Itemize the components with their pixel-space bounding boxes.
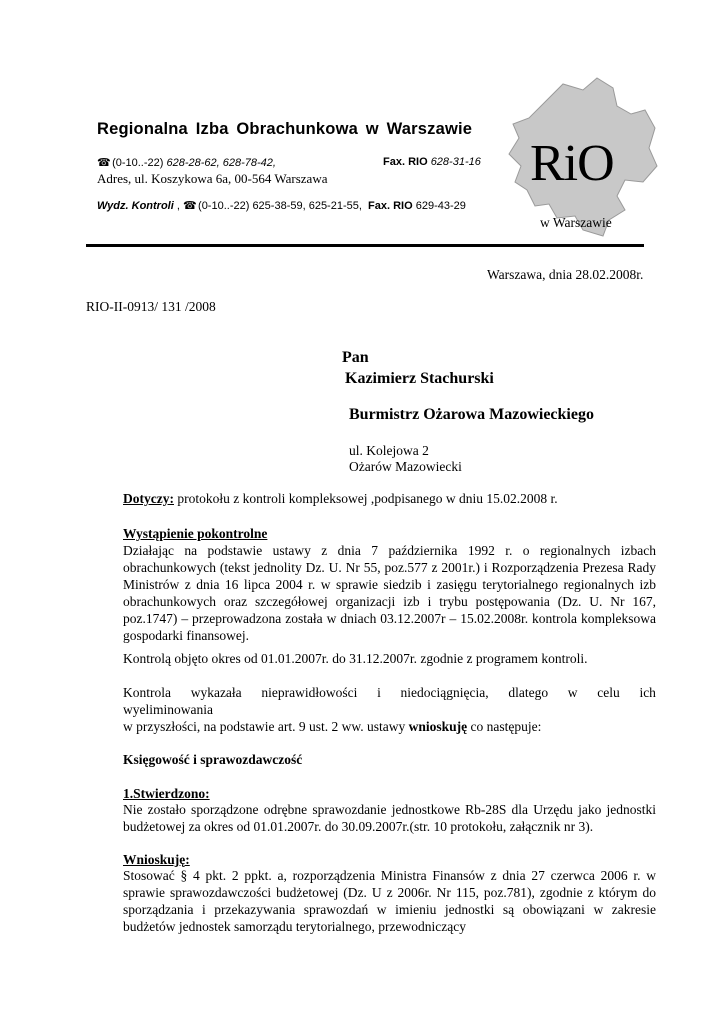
findings-keyword: wnioskuję bbox=[408, 719, 468, 734]
fax-label: Fax. RIO bbox=[383, 156, 428, 168]
recipient-salutation: Pan bbox=[342, 349, 369, 366]
point1-heading: 1.Stwierdzono: bbox=[123, 786, 210, 801]
findings-word: w bbox=[567, 685, 578, 700]
findings-word: celu bbox=[597, 685, 620, 700]
department-fax-label: Fax. RIO bbox=[368, 200, 413, 212]
section-heading: Wystąpienie pokontrolne bbox=[123, 526, 268, 541]
fax-line bbox=[383, 156, 481, 168]
telephone-icon: ☎ bbox=[182, 200, 197, 212]
reference-number: RIO-II-0913/ 131 /2008 bbox=[86, 299, 216, 314]
subject-label: Dotyczy: bbox=[123, 491, 174, 506]
findings-word: wykazała bbox=[190, 685, 242, 700]
phone-numbers: 628-28-62, 628-78-42, bbox=[166, 157, 276, 169]
findings-word: Kontrola bbox=[123, 685, 171, 700]
phone-line bbox=[97, 156, 276, 169]
findings-word: ich bbox=[639, 685, 656, 700]
findings-word: dlatego bbox=[508, 685, 549, 700]
findings-paragraph bbox=[123, 684, 656, 735]
office-address: Adres, ul. Koszykowa 6a, 00-564 Warszawa bbox=[97, 171, 328, 186]
findings-word: nieprawidłowości bbox=[261, 685, 358, 700]
recipient-city: Ożarów Mazowiecki bbox=[349, 459, 462, 474]
phone-prefix: (0-10..-22) bbox=[112, 157, 164, 169]
recipient-street: ul. Kolejowa 2 bbox=[349, 443, 429, 458]
point1-text: Nie zostało sporządzone odrębne sprawozdanie jednostkowe Rb-28S dla Urzędu jako jednostki budżetowej za okres od 01.01.2007r. do 30.09.2007r.(str. 10 protokołu, załącznik nr 3). bbox=[123, 802, 656, 834]
rio-logo-text: RiO bbox=[530, 135, 614, 192]
department-label: Wydz. Kontroli bbox=[97, 200, 174, 212]
subject-text: protokołu z kontroli kompleksowej ,podpisanego w dniu 15.02.2008 r. bbox=[173, 491, 558, 506]
findings-line-3 bbox=[123, 718, 656, 735]
request-heading: Wnioskuję: bbox=[123, 852, 190, 867]
fax-number: 628-31-16 bbox=[430, 156, 481, 168]
header-divider bbox=[86, 244, 644, 247]
findings-line-1 bbox=[123, 684, 656, 701]
letter-date: Warszawa, dnia 28.02.2008r. bbox=[487, 267, 644, 282]
scope-paragraph: Kontrolą objęto okres od 01.01.2007r. do 31.12.2007r. zgodnie z programem kontroli. bbox=[123, 651, 588, 666]
telephone-icon: ☎ bbox=[97, 157, 111, 169]
rio-logo-subtext: w Warszawie bbox=[540, 215, 612, 230]
findings-text-before: w przyszłości, na podstawie art. 9 ust. 2 ww. ustawy bbox=[123, 719, 409, 734]
request-text: Stosować § 4 pkt. 2 ppkt. a, rozporządzenia Ministra Finansów z dnia 27 czerwca 2006 r. w sprawie sprawozdawczości budżetowej (Dz. U z 2006r. Nr 115, poz.781), zgodnie z którym do sporządzania i przekazywania sprawozdań w imieniu jednostki są obowiązani w zakresie budżetów jednostek samorządu terytorialnego, przewodniczący bbox=[123, 868, 656, 934]
findings-word: i bbox=[377, 685, 381, 700]
department-separator: , bbox=[173, 200, 183, 212]
findings-text-after: co następuje: bbox=[467, 719, 542, 734]
recipient-name: Kazimierz Stachurski bbox=[345, 370, 494, 387]
area-heading: Księgowość i sprawozdawczość bbox=[123, 752, 303, 767]
department-contact-line bbox=[97, 199, 466, 212]
intro-paragraph: Działając na podstawie ustawy z dnia 7 października 1992 r. o regionalnych izbach obrachunkowych (tekst jednolity Dz. U. Nr 55, poz.577 z 2001r.) i Rozporządzenia Prezesa Rady Ministrów z dnia 16 lipca 2004 r. w sprawie siedzib i zasięgu terytorialnego regionalnych izb obrachunkowych oraz szczegółowej organizacji izb i trybu postępowania (Dz. U. Nr 167, poz.1747) – przeprowadzona została w dniach 03.12.2007r – 15.02.2008r. kontrola kompleksowa gospodarki finansowej. bbox=[123, 543, 656, 643]
department-phones: (0-10..-22) 625-38-59, 625-21-55, bbox=[198, 200, 362, 212]
subject-line bbox=[123, 490, 656, 507]
findings-line-2: wyeliminowania bbox=[123, 702, 213, 717]
findings-word: niedociągnięcia, bbox=[400, 685, 489, 700]
organization-name: Regionalna Izba Obrachunkowa w Warszawie bbox=[97, 120, 473, 138]
department-fax-number: 629-43-29 bbox=[415, 200, 466, 212]
recipient-title: Burmistrz Ożarowa Mazowieckiego bbox=[349, 406, 594, 423]
